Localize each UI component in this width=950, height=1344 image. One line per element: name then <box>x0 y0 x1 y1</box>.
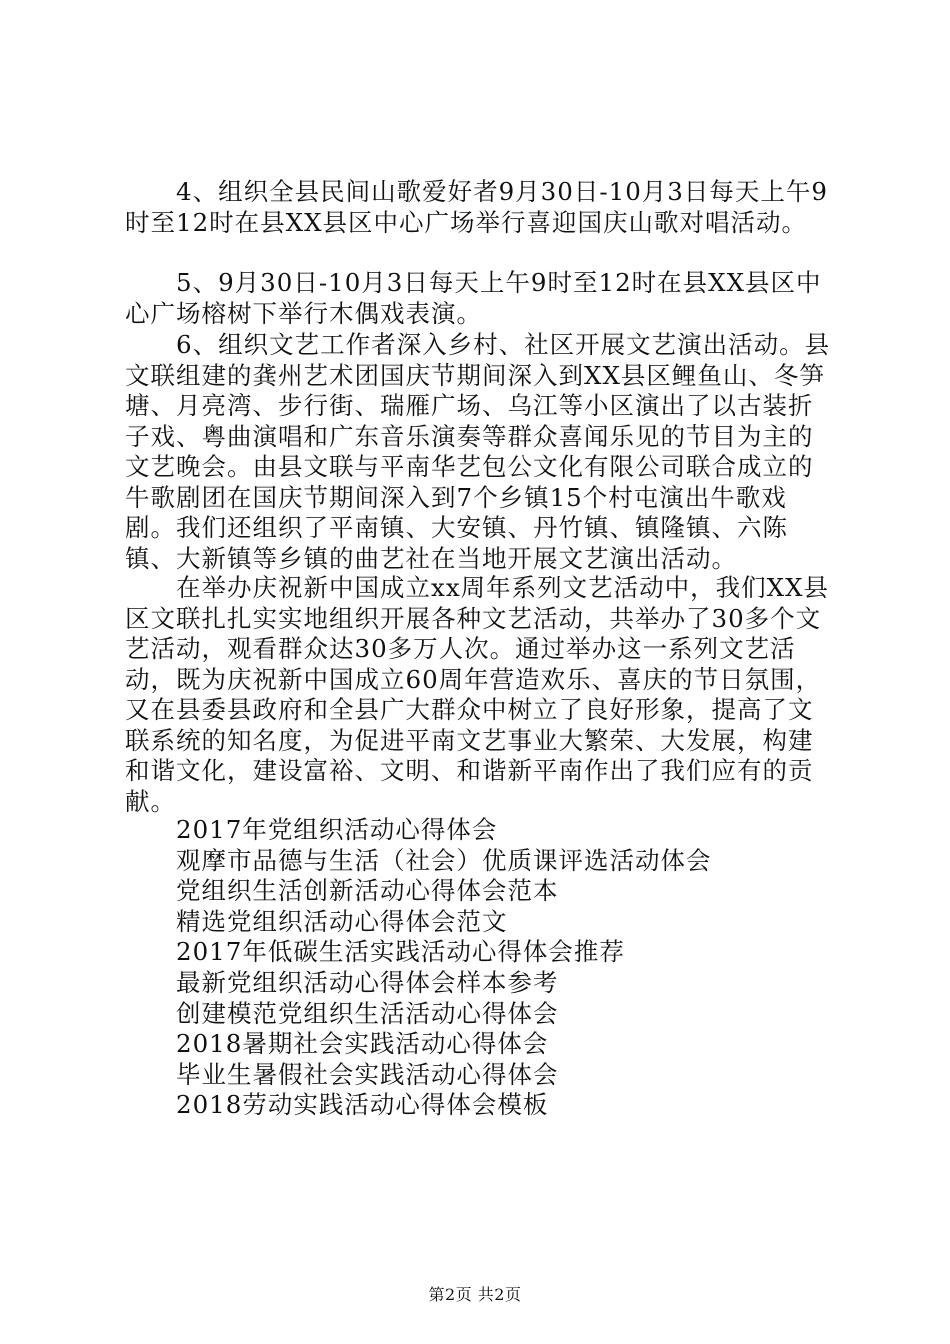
related-article-link[interactable]: 最新党组织活动心得体会样本参考 <box>176 967 559 997</box>
related-articles-list <box>176 815 712 1121</box>
paragraph-item-4: 4、组织全县民间山歌爱好者9月30日-10月3日每天上午9时至12时在县XX县区中心广场举行喜迎国庆山歌对唱活动。 <box>125 177 828 237</box>
related-article-link[interactable]: 2018劳动实践活动心得体会模板 <box>176 1090 549 1120</box>
page-footer: 第2页 共2页 <box>428 1285 522 1304</box>
related-article-link[interactable]: 精选党组织活动心得体会范文 <box>176 906 508 936</box>
related-article-link[interactable]: 2017年党组织活动心得体会 <box>176 815 498 844</box>
related-article-link[interactable]: 2017年低碳生活实践活动心得体会推荐 <box>176 937 625 967</box>
paragraph-item-6: 6、组织文艺工作者深入乡村、社区开展文艺演出活动。县文联组建的龚州艺术团国庆节期间深入到XX县区鲤鱼山、冬笋塘、月亮湾、步行街、瑞雁广场、乌江等小区演出了以古装折子戏、粤曲演唱和广东音乐演奏等群众喜闻乐见的节目为主的文艺晚会。由县文联与平南华艺包公文化有限公司联合成立的牛歌剧团在国庆节期间深入到7个乡镇15个村屯演出牛歌戏剧。我们还组织了平南镇、大安镇、丹竹镇、镇隆镇、六陈镇、大新镇等乡镇的曲艺社在当地开展文艺演出活动。 <box>125 330 831 573</box>
related-article-link[interactable]: 毕业生暑假社会实践活动心得体会 <box>176 1059 559 1089</box>
related-article-link[interactable]: 创建模范党组织生活活动心得体会 <box>176 998 559 1028</box>
paragraph-summary: 在举办庆祝新中国成立xx周年系列文艺活动中，我们XX县区文联扎扎实实地组织开展各种文艺活动，共举办了30多个文艺活动，观看群众达30多万人次。通过举办这一系列文艺活动，既为庆祝新中国成立60周年营造欢乐、喜庆的节日氛围，又在县委县政府和全县广大群众中树立了良好形象，提高了文联系统的知名度，为促进平南文艺事业大繁荣、大发展，构建和谐文化，建设富裕、文明、和谐新平南作出了我们应有的贡献。 <box>125 573 830 816</box>
related-article-link[interactable]: 观摩市品德与生活（社会）优质课评选活动体会 <box>176 845 712 875</box>
paragraph-item-5: 5、9月30日-10月3日每天上午9时至12时在县XX县区中心广场榕树下举行木偶戏表演。 <box>125 268 822 328</box>
related-article-link[interactable]: 2018暑期社会实践活动心得体会 <box>176 1029 549 1059</box>
related-article-link[interactable]: 党组织生活创新活动心得体会范本 <box>176 876 559 906</box>
